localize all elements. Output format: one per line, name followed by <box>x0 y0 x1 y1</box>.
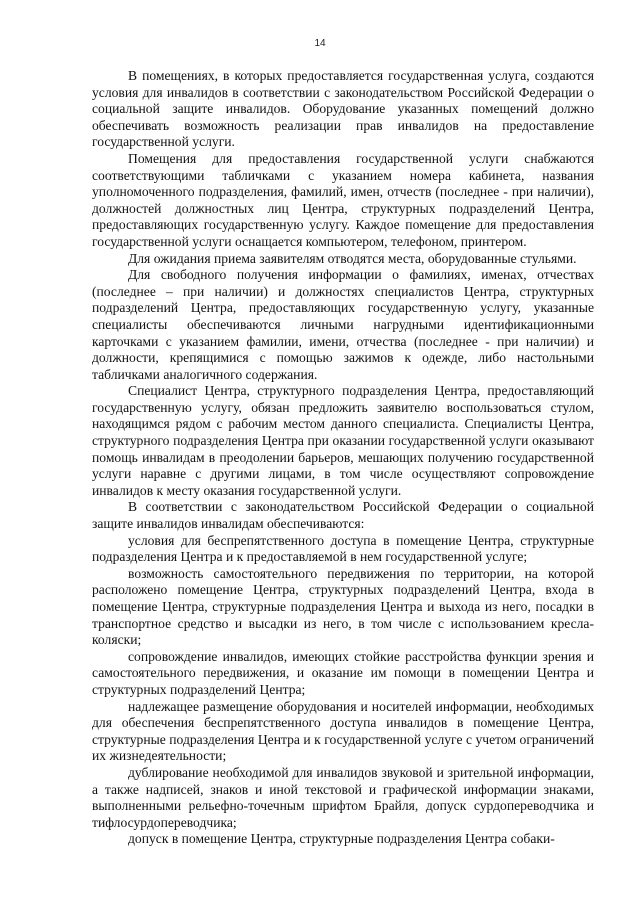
paragraph: Специалист Центра, структурного подразделения Центра, предоставляющий государственную услугу, обязан предложить заявителю воспользоваться стулом, находящимся рядом с рабочим местом данного специалиста. Специалисты Центра, структурного подразделения Центра при оказании государственной услуги оказывают помощь инвалидам в преодолении барьеров, мешающих получению государственной услуги наравне с другими лицами, в том числе осуществляют сопровождение инвалидов к месту оказания государственной услуги. <box>92 383 594 498</box>
page-number: 14 <box>314 38 326 49</box>
paragraph: надлежащее размещение оборудования и носителей информации, необходимых для обеспечения беспрепятственного доступа инвалидов в помещение Центра, структурные подразделения Центра и к государственной услуге с учетом ограничений их жизнедеятельности; <box>92 698 594 764</box>
paragraph: Помещения для предоставления государственной услуги снабжаются соответствующими табличками с указанием номера кабинета, названия уполномоченного подразделения, фамилий, имен, отчеств (последнее - при наличии), должностей должностных лиц Центра, структурных подразделений Центра, предоставляющих государственную услугу. Каждое помещение для предоставления государственной услуги оснащается компьютером, телефоном, принтером. <box>92 150 594 249</box>
paragraph: условия для беспрепятственного доступа в помещение Центра, структурные подразделения Центра и к предоставляемой в нем государственной услуге; <box>92 532 594 565</box>
document-body <box>92 68 594 848</box>
paragraph: В помещениях, в которых предоставляется государственная услуга, создаются условия для инвалидов в соответствии с законодательством Российской Федерации о социальной защите инвалидов. Оборудование указанных помещений должно обеспечивать возможность реализации прав инвалидов на предоставление государственной услуги. <box>92 68 594 150</box>
paragraph: Для ожидания приема заявителям отводятся места, оборудованные стульями. <box>128 250 577 266</box>
paragraph: допуск в помещение Центра, структурные подразделения Центра собаки- <box>128 831 555 847</box>
paragraph: дублирование необходимой для инвалидов звуковой и зрительной информации, а также надписей, знаков и иной текстовой и графической информации знаками, выполненными рельефно-точечным шрифтом Брайля, допуск сурдопереводчика и тифлосурдопереводчика; <box>92 764 594 830</box>
paragraph: Для свободного получения информации о фамилиях, именах, отчествах (последнее – при наличии) и должностях специалистов Центра, структурных подразделений Центра, предоставляющих государственную услугу, указанные специалисты обеспечиваются личными нагрудными идентификационными карточками с указанием фамилии, имени, отчества (последнее - при наличии) и должности, крепящимися с помощью зажимов к одежде, либо настольными табличками аналогичного содержания. <box>92 267 594 382</box>
paragraph: возможность самостоятельного передвижения по территории, на которой расположено помещение Центра, структурных подразделений Центра, входа в помещение Центра, структурные подразделения Центра и выхода из него, посадки в транспортное средство и высадки из него, в том числе с использованием кресла-коляски; <box>92 565 594 648</box>
paragraph: сопровождение инвалидов, имеющих стойкие расстройства функции зрения и самостоятельного передвижения, и оказание им помощи в помещении Центра и структурных подразделений Центра; <box>92 648 594 697</box>
paragraph: В соответствии с законодательством Российской Федерации о социальной защите инвалидов инвалидам обеспечиваются: <box>92 499 594 532</box>
